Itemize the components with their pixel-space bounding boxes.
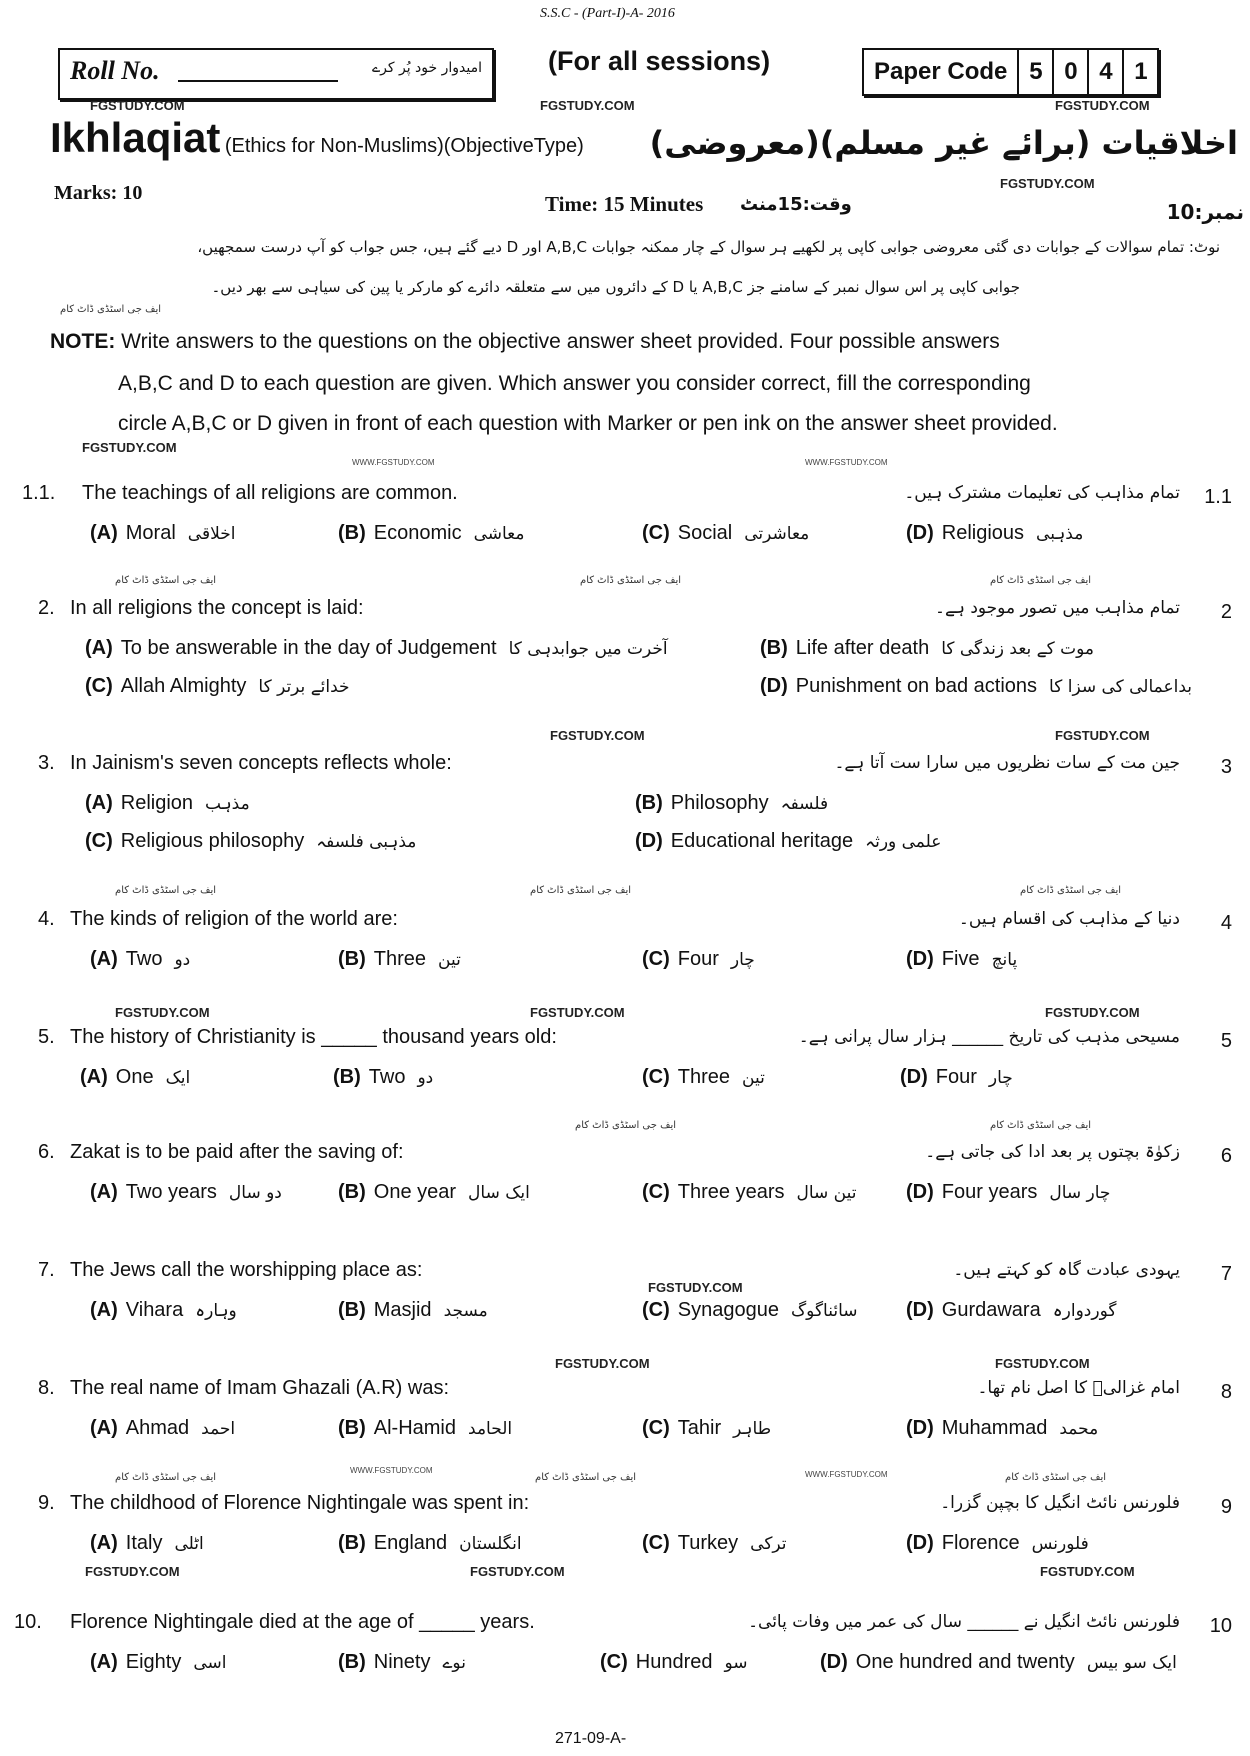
option-urdu: محمد: [1059, 1419, 1099, 1439]
question-number: 1.1.: [22, 482, 56, 504]
option-c[interactable]: [642, 522, 809, 545]
option-key: (C): [600, 1651, 628, 1673]
watermark: FGSTUDY.COM: [530, 1005, 625, 1020]
option-text: Philosophy: [670, 792, 769, 814]
marks-urdu: نمبر:10: [1166, 200, 1244, 224]
question-urdu: جین مت کے سات نظریوں میں سارا ست آتا ہے۔: [834, 753, 1180, 773]
option-text: One year: [373, 1181, 457, 1203]
option-urdu: مذہبی فلسفہ: [316, 832, 417, 852]
option-urdu: تین: [742, 1068, 765, 1088]
option-b[interactable]: [338, 1417, 512, 1440]
question-number-urdu: 10: [1209, 1615, 1232, 1637]
option-text: Hundred: [635, 1651, 713, 1673]
option-urdu: ایک سال: [468, 1183, 530, 1203]
option-urdu: گوردوارہ: [1052, 1301, 1117, 1321]
option-c[interactable]: [642, 1417, 771, 1440]
question-number-urdu: 6: [1220, 1145, 1232, 1167]
option-key: (D): [760, 675, 788, 697]
option-key: (D): [906, 1417, 934, 1439]
watermark-urdu: ایف جی اسٹڈی ڈاٹ کام: [535, 1472, 637, 1483]
option-urdu: سو: [724, 1653, 748, 1673]
option-text: To be answerable in the day of Judgement: [120, 637, 497, 659]
option-urdu: الحامد: [468, 1419, 513, 1439]
question-text: The history of Christianity is _____ thousand years old:: [70, 1026, 557, 1048]
option-urdu: علمی ورثہ: [865, 832, 942, 852]
watermark: FGSTUDY.COM: [540, 98, 635, 113]
option-c[interactable]: [642, 1181, 856, 1204]
option-key: (D): [906, 948, 934, 970]
option-urdu: ترکی: [750, 1534, 787, 1554]
watermark: FGSTUDY.COM: [1045, 1005, 1140, 1020]
watermark-urdu: ایف جی اسٹڈی ڈاٹ کام: [115, 575, 217, 586]
option-text: Two: [368, 1066, 406, 1088]
option-key: (A): [90, 1417, 118, 1439]
option-urdu: انگلستان: [459, 1534, 522, 1554]
question-text: In Jainism's seven concepts reflects whole:: [70, 752, 452, 774]
option-b[interactable]: [338, 948, 461, 971]
option-text: Life after death: [795, 637, 930, 659]
question-text: Florence Nightingale died at the age of _____ years.: [70, 1611, 535, 1633]
watermark: FGSTUDY.COM: [1040, 1564, 1135, 1579]
option-text: Two: [125, 948, 163, 970]
question-text: Zakat is to be paid after the saving of:: [70, 1141, 404, 1163]
option-text: Masjid: [373, 1299, 432, 1321]
option-urdu: موت کے بعد زندگی کا: [941, 639, 1095, 659]
option-a[interactable]: [90, 948, 190, 971]
subject-title: [50, 114, 584, 162]
option-key: (B): [635, 792, 663, 814]
option-a[interactable]: [90, 1299, 237, 1322]
option-key: (A): [90, 522, 118, 544]
option-urdu: مذہب: [205, 794, 250, 814]
option-text: Three years: [677, 1181, 785, 1203]
question-number: 10.: [14, 1611, 42, 1633]
option-b[interactable]: [635, 792, 828, 815]
paper-code-digit: 0: [1054, 50, 1089, 94]
option-key: (A): [90, 948, 118, 970]
paper-code-digit: 5: [1019, 50, 1054, 94]
option-urdu: بداعمالی کی سزا کا: [1049, 677, 1193, 697]
option-text: One: [115, 1066, 154, 1088]
watermark: FGSTUDY.COM: [1055, 728, 1150, 743]
option-d[interactable]: [906, 522, 1083, 545]
option-urdu: سائناگوگ: [790, 1301, 858, 1321]
option-d[interactable]: [760, 675, 1192, 698]
option-key: (D): [906, 1299, 934, 1321]
watermark-urdu: ایف جی اسٹڈی ڈاٹ کام: [1020, 885, 1122, 896]
option-key: (C): [642, 1532, 670, 1554]
footer-code: 271-09-A-: [555, 1730, 627, 1747]
question-urdu: دنیا کے مذاہب کی اقسام ہیں۔: [958, 909, 1180, 929]
option-text: Educational heritage: [670, 830, 854, 852]
question-text: The Jews call the worshipping place as:: [70, 1259, 423, 1281]
option-text: Vihara: [125, 1299, 184, 1321]
watermark-small: WWW.FGSTUDY.COM: [352, 458, 435, 467]
option-c[interactable]: [642, 1299, 858, 1322]
option-key: (D): [906, 1532, 934, 1554]
question-number-urdu: 8: [1220, 1381, 1232, 1403]
option-text: Four: [935, 1066, 977, 1088]
option-text: Social: [677, 522, 733, 544]
option-a[interactable]: [90, 1532, 204, 1555]
question-number-urdu: 4: [1220, 912, 1232, 934]
option-c[interactable]: [85, 830, 416, 853]
option-key: (B): [338, 522, 366, 544]
watermark: FGSTUDY.COM: [555, 1356, 650, 1371]
option-text: Religion: [120, 792, 194, 814]
question-urdu: مسیحی مذہب کی تاریخ ______ ہزار سال پرانی ہے۔: [798, 1027, 1180, 1047]
option-text: Muhammad: [941, 1417, 1048, 1439]
option-urdu: نوے: [442, 1653, 466, 1673]
option-key: (A): [90, 1181, 118, 1203]
watermark: FGSTUDY.COM: [1000, 176, 1095, 191]
question-number-urdu: 9: [1220, 1496, 1232, 1518]
watermark: FGSTUDY.COM: [82, 440, 177, 455]
question-urdu: فلورنس نائٹ انگیل نے ______ سال کی عمر میں وفات پائی۔: [748, 1612, 1180, 1632]
option-key: (B): [338, 1532, 366, 1554]
option-text: Synagogue: [677, 1299, 779, 1321]
question-number: 9.: [38, 1492, 55, 1514]
option-text: Two years: [125, 1181, 217, 1203]
option-d[interactable]: [906, 1181, 1110, 1204]
subject-subtitle: (Ethics for Non-Muslims)(ObjectiveType): [224, 135, 584, 157]
watermark-urdu: ایف جی اسٹڈی ڈاٹ کام: [580, 575, 682, 586]
watermark-urdu: ایف جی اسٹڈی ڈاٹ کام: [990, 575, 1092, 586]
watermark-urdu: ایف جی اسٹڈی ڈاٹ کام: [115, 1472, 217, 1483]
note-urdu-line1: نوٹ: تمام سوالات کے جوابات دی گئی معروضی جوابی کاپی پر لکھیے ہر سوال کے چار ممکنہ جوابات A,B,C اور D دیے گئے ہیں، جس جواب کو آپ درست سمجھیں،: [197, 238, 1220, 256]
option-a[interactable]: [90, 522, 235, 545]
watermark: FGSTUDY.COM: [995, 1356, 1090, 1371]
paper-code-digit: 1: [1134, 58, 1148, 85]
option-key: (C): [85, 675, 113, 697]
watermark: FGSTUDY.COM: [1055, 98, 1150, 113]
option-urdu: فلورنس: [1031, 1534, 1089, 1554]
option-a[interactable]: [85, 792, 250, 815]
option-key: (A): [80, 1066, 108, 1088]
option-urdu: ایک سو بیس: [1086, 1653, 1177, 1673]
option-key: (B): [338, 1181, 366, 1203]
option-text: Three: [677, 1066, 731, 1088]
option-c[interactable]: [642, 1532, 787, 1555]
option-text: One hundred and twenty: [855, 1651, 1075, 1673]
question-number: 2.: [38, 597, 55, 619]
option-text: Economic: [373, 522, 462, 544]
question-number-urdu: 3: [1220, 756, 1232, 778]
question-text: The real name of Imam Ghazali (A.R) was:: [70, 1377, 450, 1399]
question-number-urdu: 2: [1220, 601, 1232, 623]
option-urdu: مسجد: [443, 1301, 488, 1321]
option-key: (C): [642, 1181, 670, 1203]
option-key: (D): [906, 522, 934, 544]
option-text: England: [373, 1532, 448, 1554]
option-urdu: دو: [174, 950, 191, 970]
option-key: (C): [642, 948, 670, 970]
note-label: NOTE:: [50, 330, 116, 353]
watermark-small: WWW.FGSTUDY.COM: [805, 458, 888, 467]
time-urdu: وقت:15منٹ: [740, 194, 852, 215]
question-number-urdu: 5: [1220, 1030, 1232, 1052]
option-urdu: احمد: [201, 1419, 236, 1439]
watermark-small: WWW.FGSTUDY.COM: [350, 1466, 433, 1475]
option-urdu: معاشی: [473, 524, 525, 544]
question-number: 6.: [38, 1141, 55, 1163]
option-d[interactable]: [900, 1066, 1013, 1089]
option-b[interactable]: [338, 1651, 466, 1674]
option-urdu: خدائے برتر کا: [258, 677, 350, 697]
option-text: Turkey: [677, 1532, 739, 1554]
option-urdu: دو: [417, 1068, 434, 1088]
option-key: (A): [85, 792, 113, 814]
option-key: (A): [90, 1532, 118, 1554]
watermark-urdu: ایف جی اسٹڈی ڈاٹ کام: [1005, 1472, 1107, 1483]
subject-urdu: اخلاقیات (برائے غیر مسلم)(معروضی): [649, 124, 1238, 162]
watermark-urdu: ایف جی اسٹڈی ڈاٹ کام: [530, 885, 632, 896]
option-a[interactable]: [80, 1066, 190, 1089]
note-line3: circle A,B,C or D given in front of each question with Marker or pen ink on the answer sheet provided.: [118, 412, 1058, 435]
question-number-urdu: 1.1: [1204, 486, 1232, 508]
note-line2: A,B,C and D to each question are given. Which answer you consider correct, fill the corresponding: [118, 372, 1031, 395]
option-key: (C): [642, 1066, 670, 1088]
option-b[interactable]: [333, 1066, 433, 1089]
option-key: (B): [333, 1066, 361, 1088]
subject-name: Ikhlaqiat: [50, 114, 221, 161]
question-number-urdu: 7: [1220, 1263, 1232, 1285]
note-urdu-line2: جوابی کاپی پر اس سوال نمبر کے سامنے جز A,B,C یا D کے دائروں میں سے متعلقہ دائرے کو مارکر یا پین کی سیاہی سے بھر دیں۔: [211, 278, 1020, 296]
option-c[interactable]: [642, 1066, 765, 1089]
option-d[interactable]: [906, 1299, 1116, 1322]
question-number: 3.: [38, 752, 55, 774]
option-urdu: اٹلی: [174, 1534, 204, 1554]
watermark-urdu: ایف جی اسٹڈی ڈاٹ کام: [990, 1120, 1092, 1131]
question-urdu: امام غزالیؒ کا اصل نام تھا۔: [977, 1378, 1180, 1398]
option-d[interactable]: [906, 1417, 1098, 1440]
option-a[interactable]: [90, 1181, 282, 1204]
paper-code-box: [862, 48, 1159, 96]
question-urdu: یہودی عبادت گاہ کو کہتے ہیں۔: [953, 1260, 1180, 1280]
option-urdu: تین: [438, 950, 461, 970]
option-urdu: پانچ: [991, 950, 1018, 970]
watermark: FGSTUDY.COM: [470, 1564, 565, 1579]
option-text: Eighty: [125, 1651, 182, 1673]
option-text: Ahmad: [125, 1417, 190, 1439]
option-d[interactable]: [906, 1532, 1089, 1555]
question-urdu: فلورنس نائٹ انگیل کا بچپن گزرا۔: [940, 1493, 1180, 1513]
option-urdu: تین سال: [796, 1183, 857, 1203]
option-key: (A): [85, 637, 113, 659]
note-text: Write answers to the questions on the objective answer sheet provided. Four possible answers: [121, 330, 1000, 353]
option-urdu: اخلاقی: [187, 524, 236, 544]
option-urdu: چار سال: [1049, 1183, 1111, 1203]
question-text: The teachings of all religions are common.: [82, 482, 458, 504]
option-key: (B): [338, 948, 366, 970]
option-b[interactable]: [338, 522, 524, 545]
option-d[interactable]: [906, 948, 1017, 971]
paper-code-label: Paper Code: [864, 50, 1019, 94]
sessions-label: (For all sessions): [548, 46, 771, 76]
option-key: (B): [338, 1651, 366, 1673]
option-b[interactable]: [338, 1299, 488, 1322]
option-d[interactable]: [820, 1651, 1177, 1674]
option-d[interactable]: [635, 830, 941, 853]
option-urdu: چار: [730, 950, 755, 970]
option-text: Allah Almighty: [120, 675, 247, 697]
option-a[interactable]: [85, 637, 668, 660]
option-key: (C): [642, 1299, 670, 1321]
option-key: (B): [338, 1299, 366, 1321]
note-line1: [50, 330, 1000, 354]
time: Time: 15 Minutes: [545, 192, 704, 216]
option-urdu: ایک: [165, 1068, 191, 1088]
option-key: (C): [642, 522, 670, 544]
roll-number-line[interactable]: [178, 80, 338, 82]
option-urdu: آخرت میں جوابدہی کا: [508, 639, 668, 659]
option-text: Al-Hamid: [373, 1417, 457, 1439]
option-text: Three: [373, 948, 427, 970]
roll-urdu-label: امیدوار خود پُر کرے: [371, 60, 482, 76]
option-urdu: مذہبی: [1036, 524, 1084, 544]
option-c[interactable]: [642, 948, 755, 971]
option-text: Ninety: [373, 1651, 431, 1673]
watermark-small: WWW.FGSTUDY.COM: [805, 1470, 888, 1479]
question-text: In all religions the concept is laid:: [70, 597, 364, 619]
roll-number-box[interactable]: [58, 48, 494, 100]
watermark-urdu: ایف جی اسٹڈی ڈاٹ کام: [60, 304, 162, 315]
watermark: FGSTUDY.COM: [85, 1564, 180, 1579]
option-key: (D): [635, 830, 663, 852]
option-urdu: دو سال: [228, 1183, 282, 1203]
option-key: (A): [90, 1651, 118, 1673]
paper-code-digit: 4: [1089, 50, 1124, 94]
option-text: Religious: [941, 522, 1025, 544]
marks: Marks: 10: [54, 182, 143, 204]
roll-label: Roll No.: [70, 56, 160, 85]
option-urdu: وہارہ: [195, 1301, 237, 1321]
option-text: Four years: [941, 1181, 1038, 1203]
question-urdu: زکوٰۃ بچتوں پر بعد ادا کی جاتی ہے۔: [925, 1142, 1180, 1162]
option-b[interactable]: [338, 1532, 522, 1555]
option-key: (D): [900, 1066, 928, 1088]
option-key: (C): [642, 1417, 670, 1439]
option-key: (B): [338, 1417, 366, 1439]
option-text: Gurdawara: [941, 1299, 1041, 1321]
option-text: Five: [941, 948, 980, 970]
option-c[interactable]: [600, 1651, 748, 1674]
question-urdu: تمام مذاہب میں تصور موجود ہے۔: [935, 598, 1180, 618]
question-number: 4.: [38, 908, 55, 930]
option-key: (D): [906, 1181, 934, 1203]
watermark-urdu: ایف جی اسٹڈی ڈاٹ کام: [575, 1120, 677, 1131]
watermark: FGSTUDY.COM: [115, 1005, 210, 1020]
watermark: FGSTUDY.COM: [648, 1280, 743, 1295]
option-key: (D): [820, 1651, 848, 1673]
option-text: Italy: [125, 1532, 163, 1554]
question-number: 5.: [38, 1026, 55, 1048]
option-text: Moral: [125, 522, 176, 544]
option-text: Tahir: [677, 1417, 722, 1439]
option-c[interactable]: [85, 675, 350, 698]
option-key: (C): [85, 830, 113, 852]
option-key: (A): [90, 1299, 118, 1321]
option-urdu: چار: [988, 1068, 1013, 1088]
option-b[interactable]: [760, 637, 1094, 660]
option-a[interactable]: [90, 1651, 227, 1674]
option-text: Four: [677, 948, 719, 970]
option-urdu: فلسفہ: [780, 794, 829, 814]
option-a[interactable]: [90, 1417, 235, 1440]
option-urdu: طاہر: [733, 1419, 772, 1439]
question-text: The childhood of Florence Nightingale was spent in:: [70, 1492, 530, 1514]
watermark: FGSTUDY.COM: [90, 98, 185, 113]
option-text: Religious philosophy: [120, 830, 305, 852]
question-number: 8.: [38, 1377, 55, 1399]
exam-title: S.S.C - (Part-I)-A- 2016: [540, 6, 675, 21]
question-number: 7.: [38, 1259, 55, 1281]
watermark: FGSTUDY.COM: [550, 728, 645, 743]
option-urdu: اسی: [193, 1653, 227, 1673]
option-text: Florence: [941, 1532, 1020, 1554]
question-text: The kinds of religion of the world are:: [70, 908, 398, 930]
watermark-urdu: ایف جی اسٹڈی ڈاٹ کام: [115, 885, 217, 896]
question-urdu: تمام مذاہب کی تعلیمات مشترک ہیں۔: [904, 483, 1180, 503]
option-text: Punishment on bad actions: [795, 675, 1038, 697]
option-urdu: معاشرتی: [744, 524, 810, 544]
option-key: (B): [760, 637, 788, 659]
option-b[interactable]: [338, 1181, 530, 1204]
